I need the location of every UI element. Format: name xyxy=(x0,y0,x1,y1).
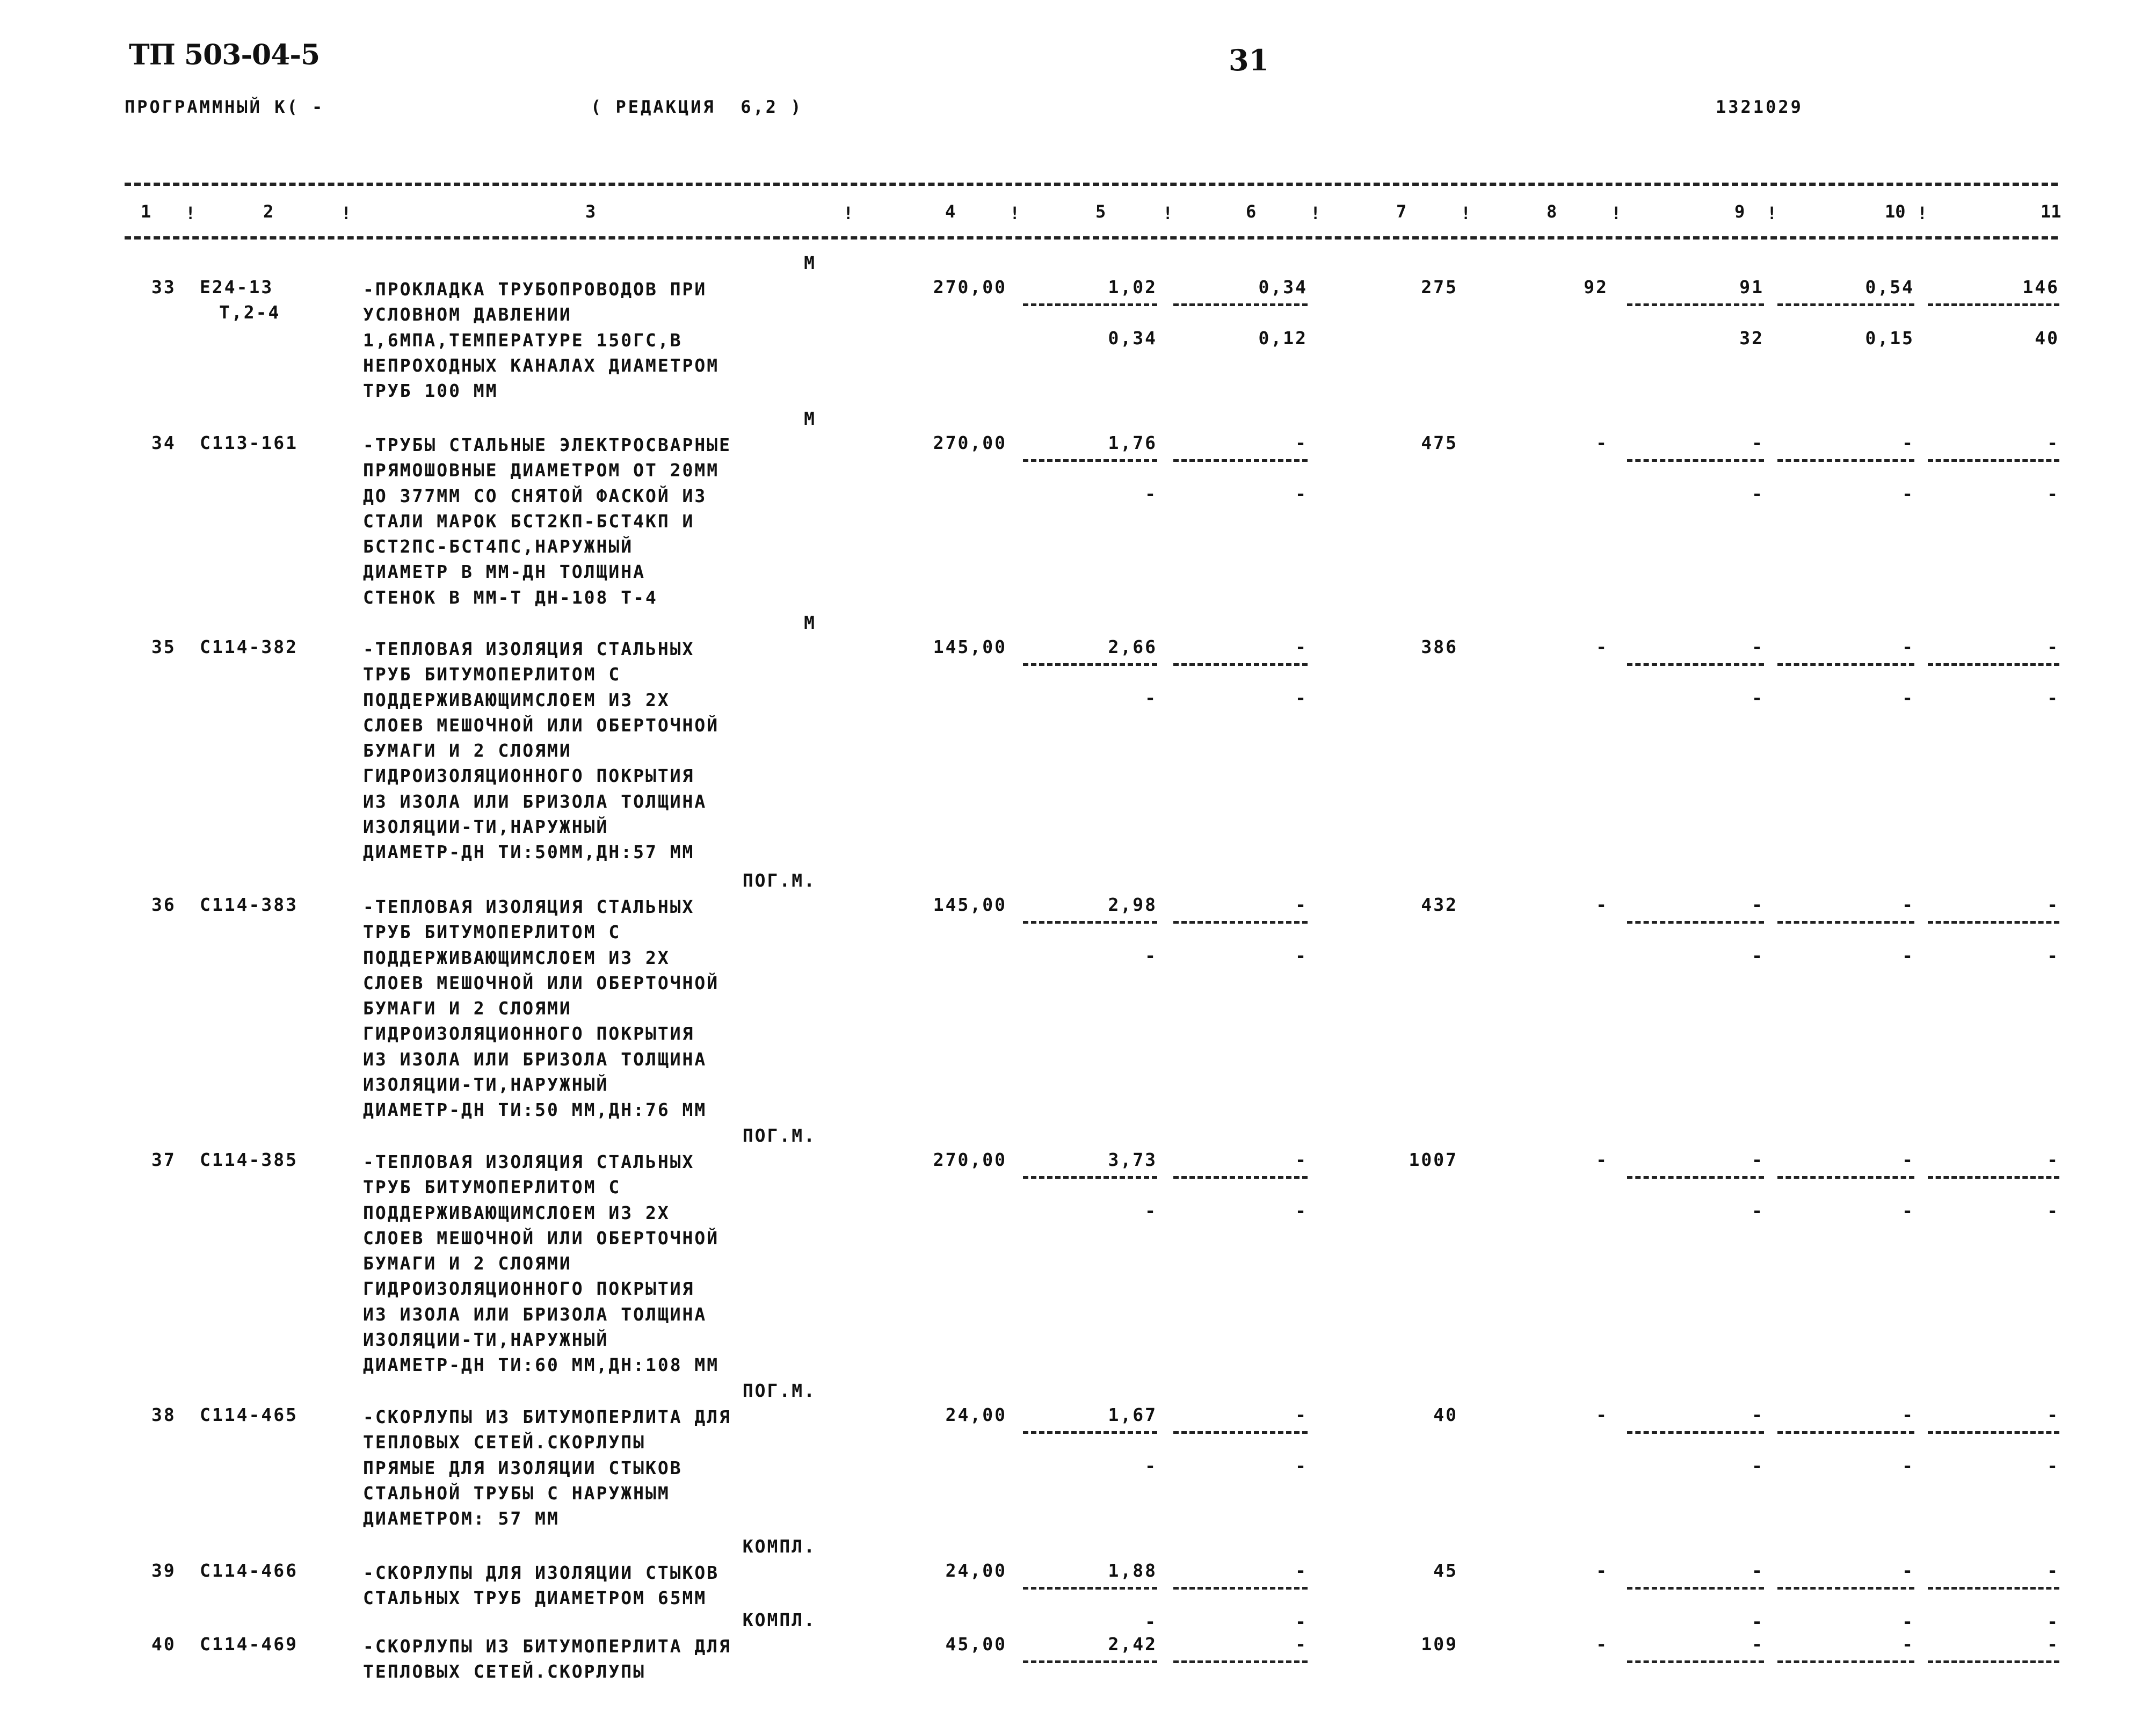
value-c5: 1,02 xyxy=(1108,277,1157,298)
fraction-rule xyxy=(1928,1431,2059,1434)
header-bottom-rule xyxy=(125,236,2058,240)
column-separator: ! xyxy=(1767,203,1777,223)
rate-code: С114-466 xyxy=(200,1560,298,1581)
value-c10: - xyxy=(1902,894,1914,915)
lower-value-c6: - xyxy=(1295,687,1308,708)
estimate-code: 1321029 xyxy=(1716,97,1803,117)
fraction-rule xyxy=(1023,1431,1157,1434)
lower-value-c10: - xyxy=(1902,1200,1914,1221)
row-number: 33 xyxy=(151,277,176,298)
row-number: 39 xyxy=(151,1560,176,1581)
value-c10: - xyxy=(1902,1149,1914,1170)
value-c5: 2,98 xyxy=(1108,894,1157,915)
column-number-4: 4 xyxy=(945,201,956,222)
value-c9: - xyxy=(1752,636,1764,657)
value-c7: 40 xyxy=(1433,1404,1458,1425)
value-c7: 109 xyxy=(1421,1634,1458,1655)
value-c5: 1,67 xyxy=(1108,1404,1157,1425)
lower-value-c9: - xyxy=(1752,483,1764,504)
lower-value-c6: - xyxy=(1295,945,1308,966)
value-c5: 1,76 xyxy=(1108,432,1157,453)
lower-value-c10: - xyxy=(1902,1611,1914,1632)
value-c7: 432 xyxy=(1421,894,1458,915)
lower-value-c9: - xyxy=(1752,687,1764,708)
fraction-rule xyxy=(1777,459,1914,462)
fraction-rule xyxy=(1777,1431,1914,1434)
fraction-rule xyxy=(1173,303,1308,306)
value-c4: 145,00 xyxy=(933,636,1007,657)
column-separator: ! xyxy=(341,203,352,223)
lower-value-c5: - xyxy=(1145,945,1157,966)
column-separator: ! xyxy=(1611,203,1622,223)
fraction-rule xyxy=(1023,303,1157,306)
fraction-rule xyxy=(1777,1587,1914,1590)
page-number: 31 xyxy=(1229,43,1269,77)
fraction-rule xyxy=(1627,663,1764,666)
column-number-9: 9 xyxy=(1734,201,1745,222)
value-c4: 270,00 xyxy=(933,277,1007,298)
unit-label: М xyxy=(804,252,816,273)
value-c8: - xyxy=(1596,1634,1608,1655)
fraction-rule xyxy=(1023,1660,1157,1663)
rate-code: С114-465 xyxy=(200,1404,298,1425)
unit-label: ПОГ.М. xyxy=(742,1380,816,1401)
value-c7: 475 xyxy=(1421,432,1458,453)
value-c8: - xyxy=(1596,432,1608,453)
lower-value-c5: - xyxy=(1145,483,1157,504)
value-c11: - xyxy=(2047,1560,2059,1581)
column-number-3: 3 xyxy=(585,201,596,222)
value-c10: 0,54 xyxy=(1865,277,1914,298)
lower-value-c10: - xyxy=(1902,945,1914,966)
lower-value-c5: - xyxy=(1145,1200,1157,1221)
edition-label: ( РЕДАКЦИЯ 6,2 ) xyxy=(591,97,803,117)
column-number-7: 7 xyxy=(1396,201,1407,222)
value-c7: 386 xyxy=(1421,636,1458,657)
column-number-10: 10 xyxy=(1885,201,1906,222)
value-c9: - xyxy=(1752,1404,1764,1425)
work-description: -ТЕПЛОВАЯ ИЗОЛЯЦИЯ СТАЛЬНЫХ ТРУБ БИТУМОПЕРЛИТОМ С ПОДДЕРЖИВАЮЩИМСЛОЕМ ИЗ 2Х СЛОЕВ МЕШОЧНОЙ ИЛИ ОБЕРТОЧНОЙ БУМАГИ И 2 СЛОЯМИ ГИДРОИЗОЛЯЦИОННОГО ПОКРЫТИЯ ИЗ ИЗОЛА ИЛИ БРИЗОЛА ТОЛЩИНА ИЗОЛЯЦИИ-ТИ,НАРУЖНЫЙ ДИАМЕТР-ДН ТИ:60 ММ,ДН:108 ММ xyxy=(363,1151,720,1376)
lower-value-c10: - xyxy=(1902,1455,1914,1476)
fraction-rule xyxy=(1023,459,1157,462)
program-label: ПРОГРАММНЫЙ К( - xyxy=(125,97,325,117)
value-c9: - xyxy=(1752,1560,1764,1581)
fraction-rule xyxy=(1928,303,2059,306)
fraction-rule xyxy=(1173,663,1308,666)
fraction-rule xyxy=(1627,921,1764,924)
column-number-5: 5 xyxy=(1095,201,1106,222)
value-c11: - xyxy=(2047,1634,2059,1655)
value-c10: - xyxy=(1902,1560,1914,1581)
value-c8: - xyxy=(1596,894,1608,915)
rate-code: С114-385 xyxy=(200,1149,298,1170)
document-code: ТП 503-04-5 xyxy=(129,39,320,71)
value-c11: - xyxy=(2047,894,2059,915)
value-c9: - xyxy=(1752,1149,1764,1170)
lower-value-c6: 0,12 xyxy=(1258,328,1308,349)
lower-value-c6: - xyxy=(1295,1455,1308,1476)
fraction-rule xyxy=(1023,663,1157,666)
value-c10: - xyxy=(1902,636,1914,657)
fraction-rule xyxy=(1173,921,1308,924)
value-c5: 3,73 xyxy=(1108,1149,1157,1170)
row-number: 38 xyxy=(151,1404,176,1425)
value-c8: - xyxy=(1596,636,1608,657)
lower-value-c9: 32 xyxy=(1739,328,1764,349)
value-c5: 1,88 xyxy=(1108,1560,1157,1581)
fraction-rule xyxy=(1928,459,2059,462)
fraction-rule xyxy=(1777,303,1914,306)
value-c6: - xyxy=(1295,636,1308,657)
lower-value-c5: - xyxy=(1145,687,1157,708)
unit-label: КОМПЛ. xyxy=(742,1536,816,1557)
work-description: -СКОРЛУПЫ ИЗ БИТУМОПЕРЛИТА ДЛЯ ТЕПЛОВЫХ СЕТЕЙ.СКОРЛУПЫ xyxy=(363,1636,732,1682)
work-description: -СКОРЛУПЫ ДЛЯ ИЗОЛЯЦИИ СТЫКОВ СТАЛЬНЫХ ТРУБ ДИАМЕТРОМ 65ММ xyxy=(363,1562,720,1609)
fraction-rule xyxy=(1928,1587,2059,1590)
lower-value-c11: - xyxy=(2047,1200,2059,1221)
value-c9: - xyxy=(1752,894,1764,915)
fraction-rule xyxy=(1777,921,1914,924)
rate-code: С113-161 xyxy=(200,432,298,453)
value-c11: - xyxy=(2047,1404,2059,1425)
column-separator: ! xyxy=(1010,203,1020,223)
fraction-rule xyxy=(1777,663,1914,666)
row-number: 40 xyxy=(151,1634,176,1655)
row-number: 37 xyxy=(151,1149,176,1170)
value-c6: - xyxy=(1295,1560,1308,1581)
lower-value-c11: - xyxy=(2047,1611,2059,1632)
rate-code-suffix: Т,2-4 xyxy=(219,302,281,323)
lower-value-c5: - xyxy=(1145,1611,1157,1632)
column-separator: ! xyxy=(1310,203,1321,223)
value-c11: - xyxy=(2047,1149,2059,1170)
fraction-rule xyxy=(1928,1176,2059,1179)
work-description: -СКОРЛУПЫ ИЗ БИТУМОПЕРЛИТА ДЛЯ ТЕПЛОВЫХ СЕТЕЙ.СКОРЛУПЫ ПРЯМЫЕ ДЛЯ ИЗОЛЯЦИИ СТЫКОВ СТАЛЬНОЙ ТРУБЫ С НАРУЖНЫМ ДИАМЕТРОМ: 57 ММ xyxy=(363,1406,732,1529)
fraction-rule xyxy=(1173,1660,1308,1663)
lower-value-c11: - xyxy=(2047,687,2059,708)
fraction-rule xyxy=(1627,1431,1764,1434)
value-c9: - xyxy=(1752,432,1764,453)
value-c7: 275 xyxy=(1421,277,1458,298)
rate-code: Е24-13 xyxy=(200,277,274,298)
work-description: -ПРОКЛАДКА ТРУБОПРОВОДОВ ПРИ УСЛОВНОМ ДАВЛЕНИИ 1,6МПА,ТЕМПЕРАТУРЕ 150ГС,В НЕПРОХОДНЫХ КАНАЛАХ ДИАМЕТРОМ ТРУБ 100 ММ xyxy=(363,279,720,402)
lower-value-c5: 0,34 xyxy=(1108,328,1157,349)
lower-value-c11: - xyxy=(2047,483,2059,504)
rate-code: С114-382 xyxy=(200,636,298,657)
lower-value-c10: 0,15 xyxy=(1865,328,1914,349)
unit-label: М xyxy=(804,612,816,633)
value-c4: 270,00 xyxy=(933,432,1007,453)
value-c8: - xyxy=(1596,1560,1608,1581)
fraction-rule xyxy=(1173,459,1308,462)
value-c8: - xyxy=(1596,1404,1608,1425)
value-c11: - xyxy=(2047,636,2059,657)
fraction-rule xyxy=(1023,1176,1157,1179)
value-c9: 91 xyxy=(1739,277,1764,298)
fraction-rule xyxy=(1777,1660,1914,1663)
lower-value-c9: - xyxy=(1752,1200,1764,1221)
value-c10: - xyxy=(1902,1404,1914,1425)
lower-value-c6: - xyxy=(1295,1200,1308,1221)
value-c6: - xyxy=(1295,1404,1308,1425)
value-c8: - xyxy=(1596,1149,1608,1170)
unit-label: ПОГ.М. xyxy=(742,1125,816,1146)
fraction-rule xyxy=(1173,1431,1308,1434)
lower-value-c9: - xyxy=(1752,1455,1764,1476)
value-c4: 24,00 xyxy=(945,1404,1007,1425)
column-number-6: 6 xyxy=(1246,201,1257,222)
fraction-rule xyxy=(1173,1587,1308,1590)
lower-value-c6: - xyxy=(1295,1611,1308,1632)
value-c6: - xyxy=(1295,432,1308,453)
work-description: -ТЕПЛОВАЯ ИЗОЛЯЦИЯ СТАЛЬНЫХ ТРУБ БИТУМОПЕРЛИТОМ С ПОДДЕРЖИВАЮЩИМСЛОЕМ ИЗ 2Х СЛОЕВ МЕШОЧНОЙ ИЛИ ОБЕРТОЧНОЙ БУМАГИ И 2 СЛОЯМИ ГИДРОИЗОЛЯЦИОННОГО ПОКРЫТИЯ ИЗ ИЗОЛА ИЛИ БРИЗОЛА ТОЛЩИНА ИЗОЛЯЦИИ-ТИ,НАРУЖНЫЙ ДИАМЕТР-ДН ТИ:50ММ,ДН:57 ММ xyxy=(363,639,720,863)
value-c10: - xyxy=(1902,432,1914,453)
column-separator: ! xyxy=(1163,203,1173,223)
lower-value-c11: 40 xyxy=(2035,328,2059,349)
lower-value-c11: - xyxy=(2047,945,2059,966)
lower-value-c10: - xyxy=(1902,687,1914,708)
value-c6: 0,34 xyxy=(1258,277,1308,298)
fraction-rule xyxy=(1928,921,2059,924)
column-number-11: 11 xyxy=(2041,201,2061,222)
row-number: 34 xyxy=(151,432,176,453)
fraction-rule xyxy=(1627,1176,1764,1179)
fraction-rule xyxy=(1023,921,1157,924)
value-c9: - xyxy=(1752,1634,1764,1655)
value-c11: 146 xyxy=(2022,277,2059,298)
unit-label: КОМПЛ. xyxy=(742,1609,816,1630)
lower-value-c9: - xyxy=(1752,1611,1764,1632)
value-c7: 45 xyxy=(1433,1560,1458,1581)
value-c6: - xyxy=(1295,1149,1308,1170)
fraction-rule xyxy=(1928,1660,2059,1663)
value-c4: 45,00 xyxy=(945,1634,1007,1655)
column-separator: ! xyxy=(843,203,854,223)
fraction-rule xyxy=(1023,1587,1157,1590)
lower-value-c10: - xyxy=(1902,483,1914,504)
value-c7: 1007 xyxy=(1409,1149,1458,1170)
column-number-2: 2 xyxy=(263,201,274,222)
column-number-8: 8 xyxy=(1547,201,1557,222)
lower-value-c11: - xyxy=(2047,1455,2059,1476)
unit-label: М xyxy=(804,408,816,429)
lower-value-c9: - xyxy=(1752,945,1764,966)
header-top-rule xyxy=(125,183,2058,186)
fraction-rule xyxy=(1627,1660,1764,1663)
value-c4: 24,00 xyxy=(945,1560,1007,1581)
value-c5: 2,42 xyxy=(1108,1634,1157,1655)
value-c10: - xyxy=(1902,1634,1914,1655)
fraction-rule xyxy=(1627,303,1764,306)
value-c6: - xyxy=(1295,1634,1308,1655)
lower-value-c6: - xyxy=(1295,483,1308,504)
fraction-rule xyxy=(1928,663,2059,666)
value-c5: 2,66 xyxy=(1108,636,1157,657)
column-separator: ! xyxy=(1917,203,1928,223)
value-c8: 92 xyxy=(1584,277,1608,298)
column-separator: ! xyxy=(1461,203,1471,223)
lower-value-c5: - xyxy=(1145,1455,1157,1476)
row-number: 36 xyxy=(151,894,176,915)
column-number-1: 1 xyxy=(141,201,151,222)
value-c4: 145,00 xyxy=(933,894,1007,915)
value-c11: - xyxy=(2047,432,2059,453)
value-c6: - xyxy=(1295,894,1308,915)
work-description: -ТЕПЛОВАЯ ИЗОЛЯЦИЯ СТАЛЬНЫХ ТРУБ БИТУМОПЕРЛИТОМ С ПОДДЕРЖИВАЮЩИМСЛОЕМ ИЗ 2Х СЛОЕВ МЕШОЧНОЙ ИЛИ ОБЕРТОЧНОЙ БУМАГИ И 2 СЛОЯМИ ГИДРОИЗОЛЯЦИОННОГО ПОКРЫТИЯ ИЗ ИЗОЛА ИЛИ БРИЗОЛА ТОЛЩИНА ИЗОЛЯЦИИ-ТИ,НАРУЖНЫЙ ДИАМЕТР-ДН ТИ:50 ММ,ДН:76 ММ xyxy=(363,896,720,1121)
fraction-rule xyxy=(1627,1587,1764,1590)
fraction-rule xyxy=(1627,459,1764,462)
unit-label: ПОГ.М. xyxy=(742,870,816,891)
rate-code: С114-469 xyxy=(200,1634,298,1655)
work-description: -ТРУБЫ СТАЛЬНЫЕ ЭЛЕКТРОСВАРНЫЕ ПРЯМОШОВНЫЕ ДИАМЕТРОМ ОТ 20ММ ДО 377ММ СО СНЯТОЙ ФАСКОЙ ИЗ СТАЛИ МАРОК БСТ2КП-БСТ4КП И БСТ2ПС-БСТ4ПС,НАРУЖНЫЙ ДИАМЕТР В ММ-ДН ТОЛЩИНА СТЕНОК В ММ-Т ДН-108 Т-4 xyxy=(363,434,732,608)
fraction-rule xyxy=(1173,1176,1308,1179)
row-number: 35 xyxy=(151,636,176,657)
column-separator: ! xyxy=(185,203,196,223)
value-c4: 270,00 xyxy=(933,1149,1007,1170)
rate-code: С114-383 xyxy=(200,894,298,915)
fraction-rule xyxy=(1777,1176,1914,1179)
